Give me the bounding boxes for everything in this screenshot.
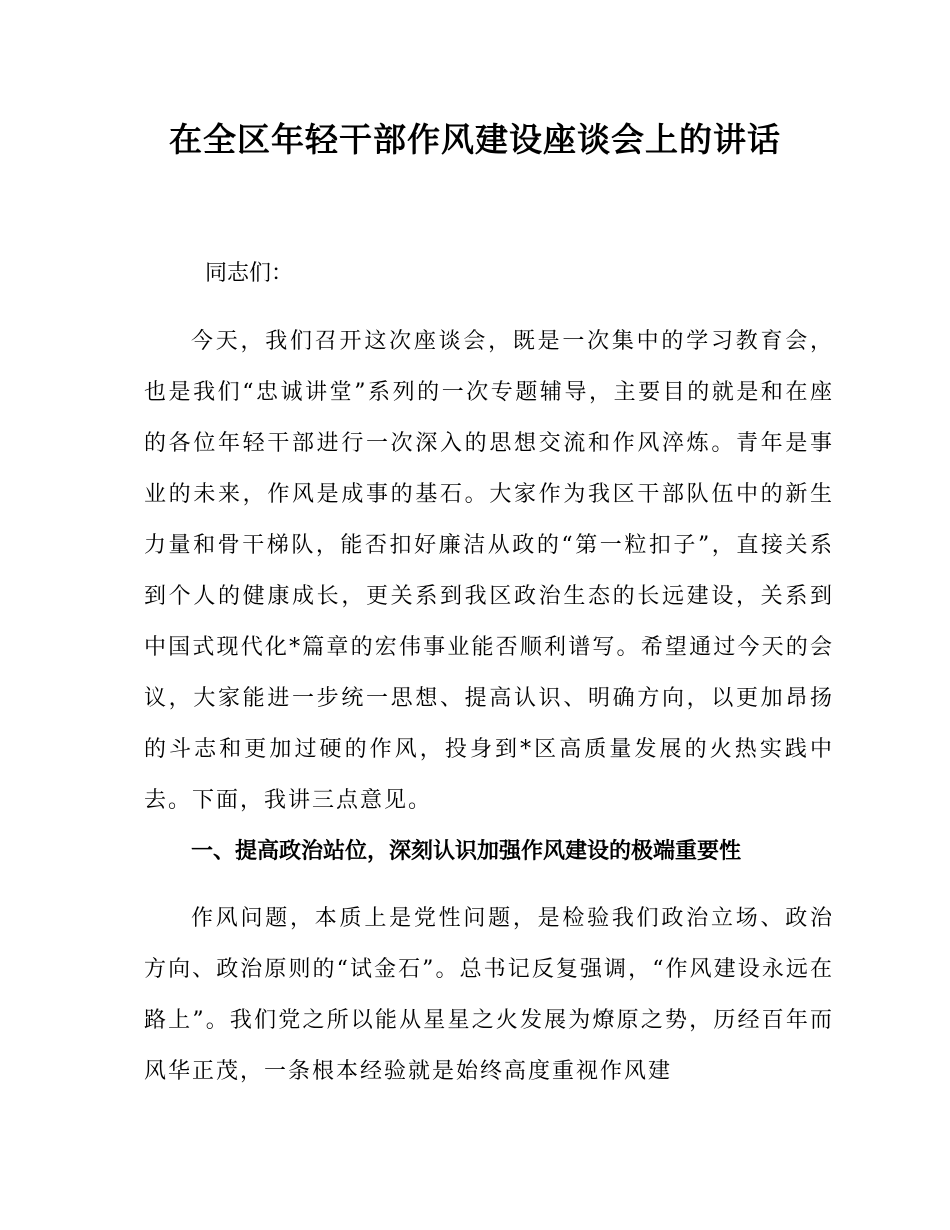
section-heading-1: 一、提高政治站位，深刻认识加强作风建设的极端重要性 <box>191 839 742 864</box>
document-title: 在全区年轻干部作风建设座谈会上的讲话 <box>169 120 781 159</box>
body-paragraph-1: 今天，我们召开这次座谈会，既是一次集中的学习教育会，也是我们“忠诚讲堂”系列的一次专题辅导，主要目的就是和在座的各位年轻干部进行一次深入的思想交流和作风淬炼。青年是事业的未来，作风是成事的基石。大家作为我区干部队伍中的新生力量和骨干梯队，能否扣好廉洁从政的“第一粒扣子”，直接关系到个人的健康成长，更关系到我区政治生态的长远建设，关系到中国式现代化*篇章的宏伟事业能否顺利谱写。希望通过今天的会议，大家能进一步统一思想、提高认识、明确方向，以更加昂扬的斗志和更加过硬的作风，投身到*区高质量发展的火热实践中去。下面，我讲三点意见。 <box>144 329 834 813</box>
body-paragraph-2: 作风问题，本质上是党性问题，是检验我们政治立场、政治方向、政治原则的“试金石”。总书记反复强调，“作风建设永远在路上”。我们党之所以能从星星之火发展为燎原之势，历经百年而风华正茂，一条根本经验就是始终高度重视作风建 <box>144 906 834 1084</box>
greeting: 同志们： <box>205 261 294 286</box>
